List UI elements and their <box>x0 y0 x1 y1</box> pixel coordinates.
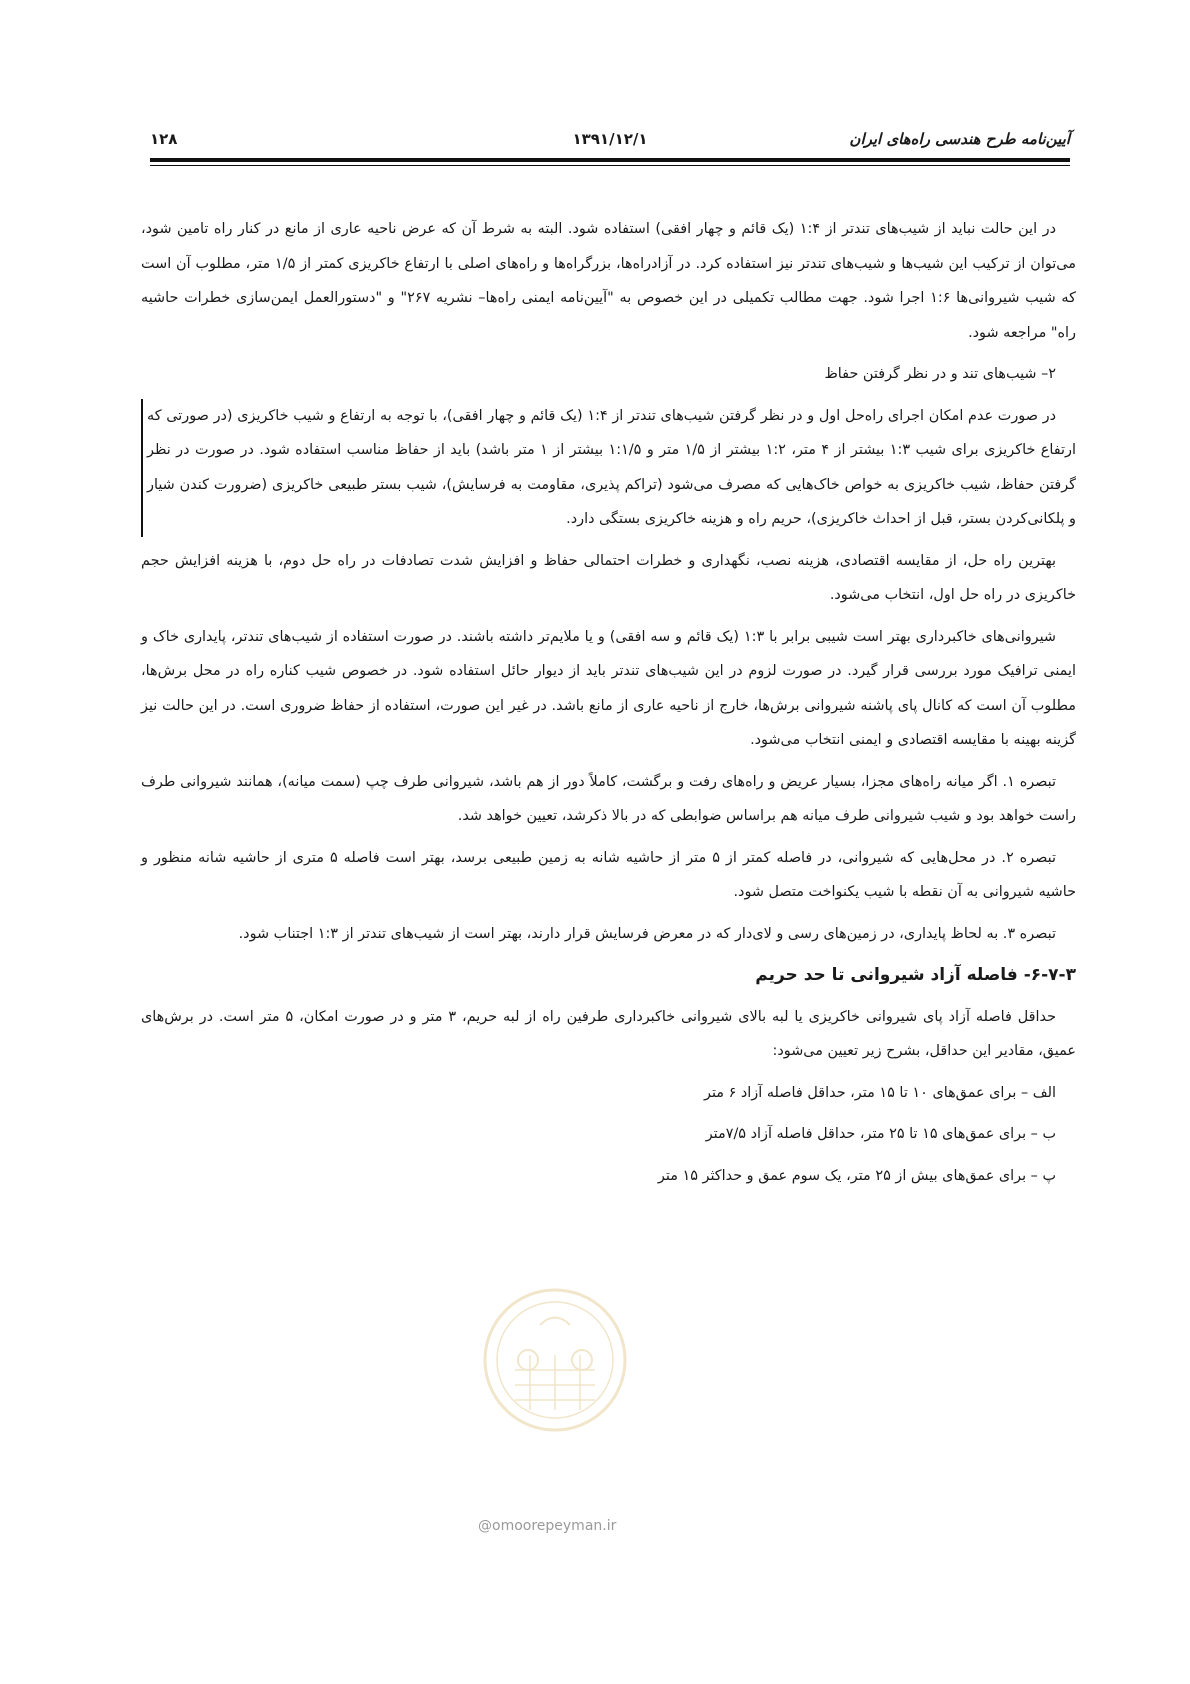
note-1: تبصره ۱. اگر میانه راه‌های مجزا، بسیار عریض و راه‌های رفت و برگشت، کاملاً دور از هم باشد، شیروانی طرف چپ (سمت میانه)، همانند شیروانی طرف راست خواهد بود و شیب شیروانی طرف میانه هم براساس ضوابطی که در بالا ذکرشد، تعیین خواهد شد. <box>141 773 1076 824</box>
body-text <box>141 212 1076 1200</box>
list-item: الف – برای عمق‌های ۱۰ تا ۱۵ متر، حداقل فاصله آزاد ۶ متر <box>704 1084 1056 1101</box>
paragraph: شیروانی‌های خاکبرداری بهتر است شیبی برابر با ۱:۳ (یک قائم و سه افقی) و یا ملایم‌تر داشته باشند. در صورت استفاده از شیب‌های تندتر، پایداری خاک و ایمنی ترافیک مورد بررسی قرار گیرد. در صورت لزوم در این شیب‌های تندتر باید از دیوار حائل استفاده شود. در خصوص شیب کناره راه در محل برش‌ها، مطلوب آن است که کانال پای پاشنه شیروانی برش‌ها، خارج از ناحیه عاری از مانع باشد. در غیر این صورت، استفاده از حفاظ ضروری است. در این حالت نیز گزینه بهینه با مقایسه اقتصادی و ایمنی انتخاب می‌شود. <box>141 628 1076 748</box>
subheading-steep-slopes: ۲– شیب‌های تند و در نظر گرفتن حفاظ <box>824 366 1056 382</box>
list-item: ب – برای عمق‌های ۱۵ تا ۲۵ متر، حداقل فاصله آزاد ۷/۵متر <box>705 1126 1056 1142</box>
header-date: ۱۳۹۱/۱۲/۱ <box>572 130 648 148</box>
note-3: تبصره ۳. به لحاظ پایداری، در زمین‌های رسی و لای‌دار که در معرض فرسایش قرار دارند، بهتر است از شیب‌های تندتر از ۱:۳ اجتناب شود. <box>238 925 1056 942</box>
list-item: پ – برای عمق‌های بیش از ۲۵ متر، یک سوم عمق و حداکثر ۱۵ متر <box>657 1167 1056 1184</box>
header-rule <box>150 158 1070 162</box>
paragraph: در این حالت نباید از شیب‌های تندتر از ۱:۴ (یک قائم و چهار افقی) استفاده شود. البته به شرط آن که عرض ناحیه عاری از مانع در کنار راه تامین شود، می‌توان از ترکیب این شیب‌ها و شیب‌های تندتر نیز استفاده کرد. در آزادراه‌ها، بزرگراه‌ها و راه‌های اصلی با ارتفاع خاکریزی کمتر از ۱/۵ متر، مطلوب آن است که شیب شیروانی‌ها ۱:۶ اجرا شود. جهت مطالب تکمیلی در این خصوص به "آیین‌نامه ایمنی راه‌ها– نشریه ۲۶۷" و "دستورالعمل ایمن‌سازی خطرات حاشیه راه" مراجعه شود. <box>141 221 1076 341</box>
watermark-logo <box>480 1285 630 1435</box>
header-rule-thin <box>150 165 1070 166</box>
header-title: آیین‌نامه طرح هندسی راه‌های ایران <box>849 130 1070 148</box>
note-2: تبصره ۲. در محل‌هایی که شیروانی، در فاصله کمتر از ۵ متر از حاشیه شانه به زمین طبیعی برسد، بهتر است فاصله ۵ متری از حاشیه شانه منظور و حاشیه شیروانی به آن نقطه با شیب یکنواخت متصل شود. <box>141 849 1076 900</box>
section-intro: حداقل فاصله آزاد پای شیروانی خاکریزی یا لبه بالای شیروانی خاکبرداری طرفین راه از لبه حریم، ۳ متر و در صورت امکان، ۵ متر است. در برش‌های عمیق، مقادیر این حداقل، بشرح زیر تعیین می‌شود: <box>141 1008 1076 1059</box>
watermark-url: @omoorepeyman.ir <box>478 1518 617 1534</box>
paragraph: در صورت عدم امکان اجرای راه‌حل اول و در نظر گرفتن شیب‌های تندتر از ۱:۴ (یک قائم و چهار افقی)، با توجه به ارتفاع و شیب خاکریزی (در صورتی که ارتفاع خاکریزی برای شیب ۱:۳ بیشتر از ۴ متر، ۱:۲ بیشتر از ۱/۵ متر و ۱:۱/۵ بیشتر از ۱ متر باشد) باید از حفاظ مناسب استفاده شود. در صورت در نظر گرفتن حفاظ، شیب خاکریزی به خواص خاک‌هایی که مصرف می‌شود (تراکم پذیری، مقاومت به فرسایش)، شیب بستر طبیعی خاکریزی (ضرورت کندن شیار و پلکانی‌کردن بستر، قبل از احداث خاکریزی)، حریم راه و هزینه خاکریزی بستگی دارد. <box>141 399 1076 537</box>
paragraph: بهترین راه حل، از مقایسه اقتصادی، هزینه نصب، نگهداری و خطرات احتمالی حفاظ و افزایش شدت تصادفات در راه حل دوم، با هزینه افزایش حجم خاکریزی در راه حل اول، انتخاب می‌شود. <box>141 552 1076 603</box>
page-number: ۱۲۸ <box>150 130 178 148</box>
page-header <box>150 128 1070 152</box>
section-heading: ۶-۷-۳- فاصله آزاد شیروانی تا حد حریم <box>755 965 1076 985</box>
